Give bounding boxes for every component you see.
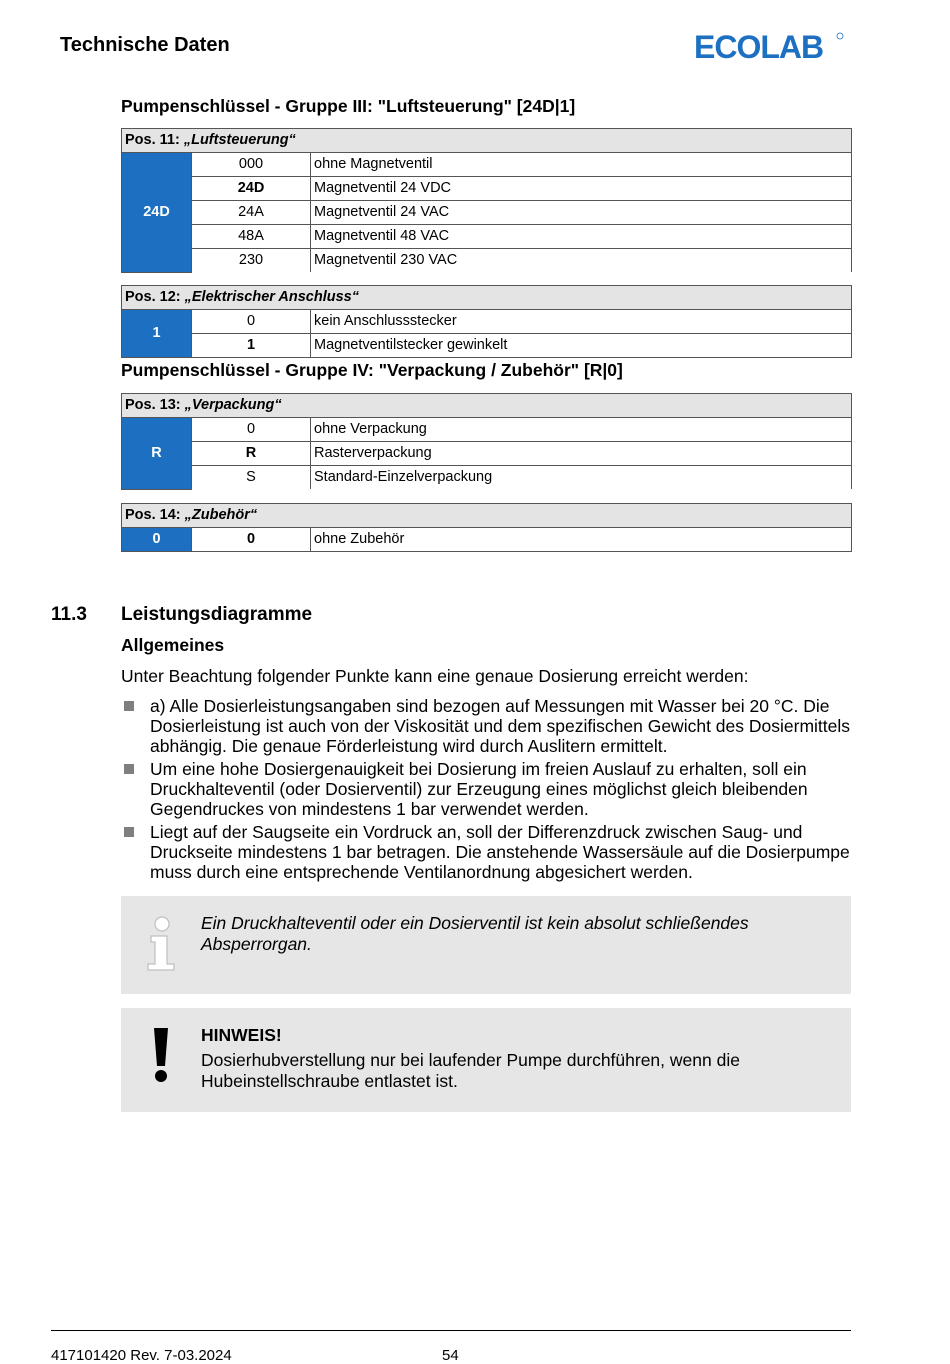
option-desc: Rasterverpackung xyxy=(311,442,852,466)
notice-box xyxy=(121,1008,851,1112)
option-code: 000 xyxy=(192,153,311,177)
pos-14-table xyxy=(121,503,852,552)
intro-text: Unter Beachtung folgender Punkte kann eine genaue Dosierung erreicht werden: xyxy=(121,666,749,686)
pos-12-header: Pos. 12: „Elektrischer Anschluss“ xyxy=(122,286,852,310)
option-desc: Magnetventil 24 VDC xyxy=(311,177,852,201)
footer-divider xyxy=(51,1330,851,1331)
pos-11-table xyxy=(121,128,852,273)
option-desc: kein Anschlussstecker xyxy=(311,310,852,334)
pos-11-header: Pos. 11: „Luftsteuerung“ xyxy=(122,129,852,153)
pos-13-table xyxy=(121,393,852,490)
notice-title: HINWEIS! xyxy=(201,1025,282,1045)
info-icon xyxy=(145,916,179,977)
option-desc: ohne Verpackung xyxy=(311,418,852,442)
option-code: S xyxy=(192,466,311,490)
pos-13-selected: R xyxy=(122,418,192,490)
option-desc: Magnetventil 48 VAC xyxy=(311,225,852,249)
exclamation-icon xyxy=(149,1026,173,1089)
option-code: 24A xyxy=(192,201,311,225)
option-desc: ohne Zubehör xyxy=(311,528,852,552)
section-title: Leistungsdiagramme xyxy=(121,604,313,625)
page-header-title: Technische Daten xyxy=(60,34,230,56)
pos-12-selected: 1 xyxy=(122,310,192,358)
pos-11-selected: 24D xyxy=(122,153,192,273)
option-code: R xyxy=(192,442,311,466)
page-number: 54 xyxy=(442,1347,459,1364)
list-item: Liegt auf der Saugseite ein Vordruck an, soll der Differenzdruck zwischen Saug- und Druckseite mindestens 1 bar betragen. Die anstehende Wassersäule auf die Dosierpumpe muss durch eine entsprechende Ventilanordnung abgesichert werden. xyxy=(121,822,851,882)
info-text: Ein Druckhalteventil oder ein Dosierventil ist kein absolut schließendes Absperrorgan. xyxy=(201,913,749,954)
option-code: 230 xyxy=(192,249,311,273)
list-item: Um eine hohe Dosiergenauigkeit bei Dosierung im freien Auslauf zu erhalten, soll ein Druckhalteventil (oder Dosierventil) zur Erzeugung eines möglichst gleich bleibenden Gegendruckes von mindestens 1 bar verwendet werden. xyxy=(121,759,851,819)
bullet-square-icon xyxy=(124,701,134,711)
pos-12-table xyxy=(121,285,852,358)
pos-13-header: Pos. 13: „Verpackung“ xyxy=(122,394,852,418)
bullet-square-icon xyxy=(124,827,134,837)
option-code: 48A xyxy=(192,225,311,249)
option-desc: Standard-Einzelverpackung xyxy=(311,466,852,490)
pos-14-selected: 0 xyxy=(122,528,192,552)
ecolab-logo xyxy=(694,30,844,67)
subheading: Allgemeines xyxy=(121,635,225,655)
group-iv-heading: Pumpenschlüssel - Gruppe IV: "Verpackung / Zubehör" [R|0] xyxy=(121,360,623,380)
group-iii-heading: Pumpenschlüssel - Gruppe III: "Luftsteuerung" [24D|1] xyxy=(121,96,576,116)
list-item: a) Alle Dosierleistungsangaben sind bezogen auf Messungen mit Wasser bei 20 °C. Die Dosierleistung ist auch von der Viskosität und dem spezifischen Gewicht des Dosiermittels abhängig. Die genaue Förderleistung wird durch Auslitern ermittelt. xyxy=(121,696,851,756)
info-box xyxy=(121,896,851,994)
section-number: 11.3 xyxy=(51,604,87,625)
option-desc: Magnetventil 230 VAC xyxy=(311,249,852,273)
option-desc: Magnetventilstecker gewinkelt xyxy=(311,334,852,358)
pos-14-header: Pos. 14: „Zubehör“ xyxy=(122,504,852,528)
option-code: 0 xyxy=(192,528,311,552)
bullet-list xyxy=(121,696,851,885)
option-code: 0 xyxy=(192,418,311,442)
notice-text: Dosierhubverstellung nur bei laufender Pumpe durchführen, wenn die Hubeinstellschraube entlastet ist. xyxy=(201,1050,740,1091)
footer-document-number: 417101420 Rev. 7-03.2024 xyxy=(51,1347,232,1364)
option-desc: Magnetventil 24 VAC xyxy=(311,201,852,225)
option-code: 1 xyxy=(192,334,311,358)
option-code: 0 xyxy=(192,310,311,334)
option-desc: ohne Magnetventil xyxy=(311,153,852,177)
bullet-square-icon xyxy=(124,764,134,774)
option-code: 24D xyxy=(192,177,311,201)
logo-text: ECOLAB xyxy=(694,30,824,62)
